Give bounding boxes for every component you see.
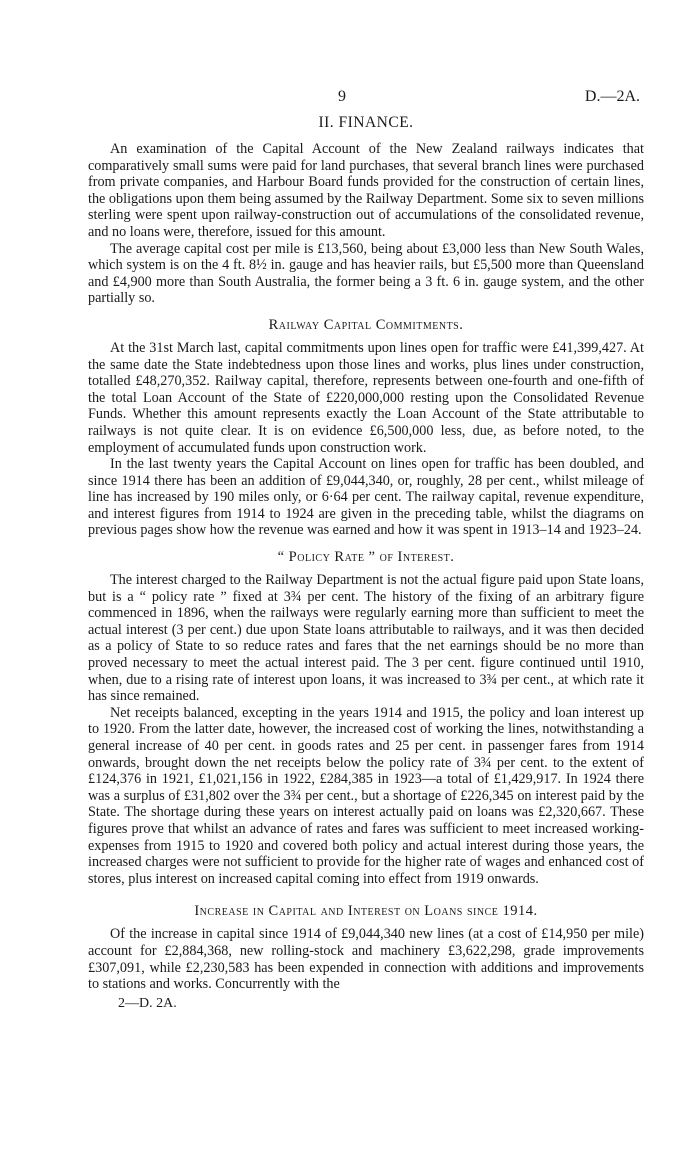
signature-mark: 2—D. 2A. bbox=[118, 995, 177, 1011]
sub-heading-policy-rate: “ Policy Rate ” of Interest. bbox=[277, 549, 455, 566]
body-paragraph: An examination of the Capital Account of the New Zealand railways indicates that comparatively small sums were paid for land purchases, that several branch lines were purchased from private companies, and Harbour Board funds provided for the construction of certain lines, the obligations upon them being assumed by the Railway Department. Some six to seven millions sterling were spent upon railway-construction out of accumulations of the consolidated revenue, and no loans were, therefore, issued for this amount. bbox=[88, 141, 644, 240]
sub-heading-capital-increase: Increase in Capital and Interest on Loans since 1914. bbox=[194, 903, 538, 920]
page-number: 9 bbox=[338, 88, 346, 105]
section-title: II. FINANCE. bbox=[318, 114, 414, 131]
sub-heading-capital-commitments: Railway Capital Commitments. bbox=[268, 316, 464, 333]
body-paragraph: The average capital cost per mile is £13,560, being about £3,000 less than New South Wales, which system is on the 4 ft. 8½ in. gauge and has heavier rails, but £5,500 more than Queensland and £4,900 more than South Australia, the former being a 3 ft. 6 in. gauge system, and the other partially so. bbox=[88, 240, 644, 307]
body-paragraph: In the last twenty years the Capital Account on lines open for traffic has been doubled, and since 1914 there has been an addition of £9,044,340, or, roughly, 28 per cent., whilst mileage of line has increased by 190 miles only, or 6·64 per cent. The railway capital, revenue expenditure, and interest figures from 1914 to 1924 are given in the preceding table, whilst the diagrams on previous pages show how the revenue was earned and how it was spent in 1913–14 and 1923–24. bbox=[88, 456, 644, 539]
body-paragraph: The interest charged to the Railway Department is not the actual figure paid upon State loans, but is a “ policy rate ” fixed at 3¾ per cent. The history of the fixing of an arbitrary figure commenced in 1896, when the railways were regularly earning more than sufficient to meet the actual interest (3 per cent.) due upon State loans attributable to railways, and it was then decided as a policy of State to so reduce rates and fares that the net earnings should be no more than proved necessary to meet the actual interest paid. The 3 per cent. figure continued until 1910, when, due to a rising rate of interest upon loans, it was increased to 3¾ per cent., at which rate it has since remained. bbox=[88, 572, 644, 705]
body-paragraph: Of the increase in capital since 1914 of £9,044,340 new lines (at a cost of £14,950 per mile) account for £2,884,368, new rolling-stock and machinery £3,622,298, grade improvements £307,091, while £2,230,583 has been expended in connection with additions and improvements to stations and works. Concurrently with the bbox=[88, 926, 644, 993]
body-paragraph: At the 31st March last, capital commitments upon lines open for traffic were £41,399,427. At the same date the State indebtedness upon those lines and works, plus lines under construction, totalled £48,270,352. Railway capital, therefore, represents between one-fourth and one-fifth of the total Loan Account of the State of £220,000,000 resting upon the Consolidated Revenue Funds. Whether this amount represents exactly the Loan Account of the State attributable to railways is not quite clear. It is on evidence £6,500,000 less, due, as before noted, to the employment of accumulated funds upon construction work. bbox=[88, 339, 644, 456]
body-paragraph: Net receipts balanced, excepting in the years 1914 and 1915, the policy and loan interest up to 1920. From the latter date, however, the increased cost of working the lines, notwithstanding a general increase of 40 per cent. in goods rates and 25 per cent. in passenger fares from 1914 onwards, brought down the net receipts below the policy rate of 3¾ per cent. to the extent of £124,376 in 1921, £1,021,156 in 1922, £284,385 in 1923—a total of £1,429,917. In 1924 there was a surplus of £31,802 over the 3¾ per cent., but a shortage of £226,345 on interest paid by the State. The shortage during these years on interest actually paid on loans was £2,320,667. These figures prove that whilst an advance of rates and fares was sufficient to meet increased working-expenses from 1915 to 1920 and covered both policy and actual interest during those years, the increased charges were not sufficient to provide for the higher rate of wages and enhanced cost of stores, plus interest on increased capital coming into effect from 1919 onwards. bbox=[88, 704, 644, 887]
document-reference: D.—2A. bbox=[584, 88, 640, 105]
